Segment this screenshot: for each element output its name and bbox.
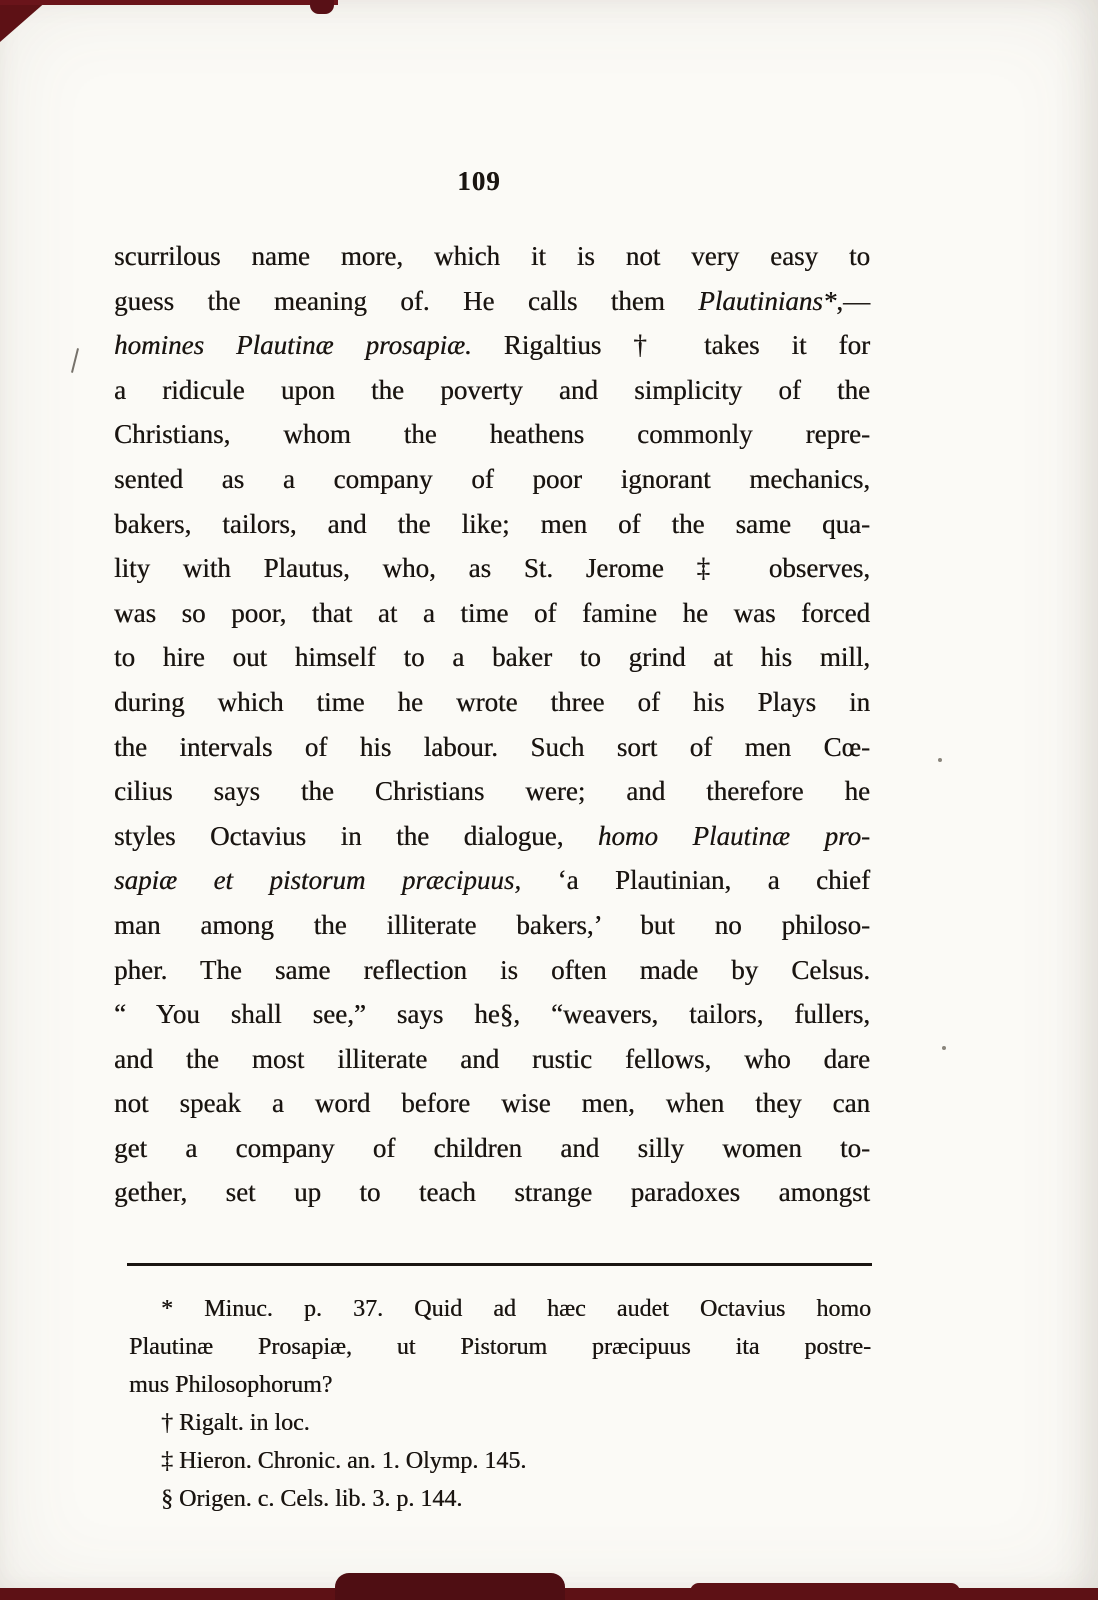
scan-artifact-margin-mark (71, 348, 79, 373)
text-line (114, 635, 870, 680)
text-segment: ‡ Hieron. Chronic. an. 1. Olymp. 145. (161, 1448, 527, 1474)
text-line (129, 1442, 871, 1480)
text-line (114, 680, 870, 725)
text-segment: ,— (836, 285, 870, 316)
text-line (114, 903, 870, 948)
italic-text-segment: homines Plautinæ prosapiæ. (114, 330, 472, 361)
text-segment: Christians, whom the heathens commonly repre- (114, 419, 870, 450)
text-line (129, 1480, 871, 1518)
text-segment: * Minuc. p. 37. Quid ad hæc audet Octavius homo (161, 1296, 871, 1322)
italic-text-segment: homo Plautinæ pro- (597, 820, 870, 851)
text-segment: “ You shall see,” says he§, “weavers, tailors, fullers, (114, 999, 870, 1030)
italic-text-segment: sapiæ et pistorum præcipuus, (114, 865, 522, 896)
text-line (129, 1290, 871, 1328)
text-line (114, 1081, 870, 1126)
text-line (114, 1037, 870, 1082)
text-line (114, 948, 870, 993)
text-segment: not speak a word before wise men, when they can (114, 1088, 870, 1119)
footnotes (129, 1290, 871, 1518)
text-segment: pher. The same reflection is often made by Celsus. (114, 954, 870, 985)
text-segment: was so poor, that at a time of famine he was forced (114, 597, 870, 628)
text-line (114, 502, 870, 547)
text-line (114, 412, 870, 457)
text-segment: cilius says the Christians were; and therefore he (114, 776, 870, 807)
text-segment: § Origen. c. Cels. lib. 3. p. 144. (161, 1486, 463, 1512)
text-line (114, 591, 870, 636)
text-line (114, 546, 870, 591)
text-segment: Rigaltius † takes it for (471, 330, 870, 361)
text-line (114, 279, 870, 324)
text-segment: sented as a company of poor ignorant mechanics, (114, 463, 870, 494)
text-segment: gether, set up to teach strange paradoxes amongst (114, 1177, 870, 1208)
scan-artifact-top-blob (310, 0, 334, 14)
text-line (114, 323, 870, 368)
text-segment: Plautinæ Prosapiæ, ut Pistorum præcipuus ita postre- (129, 1334, 871, 1360)
text-segment: lity with Plautus, who, as St. Jerome ‡ observes, (114, 553, 870, 584)
scan-artifact-bottom-blob (335, 1573, 565, 1600)
text-segment: a ridicule upon the poverty and simplicity of the (114, 374, 870, 405)
text-line (114, 814, 870, 859)
text-line (114, 457, 870, 502)
text-line (114, 368, 870, 413)
text-line (114, 725, 870, 770)
text-segment: and the most illiterate and rustic fellows, who dare (114, 1043, 870, 1074)
scan-artifact-bottom-bump (690, 1583, 960, 1600)
page-number: 109 (457, 166, 501, 196)
text-segment: styles Octavius in the dialogue, (114, 820, 598, 851)
text-segment: get a company of children and silly women to- (114, 1132, 870, 1163)
text-line (129, 1404, 871, 1442)
text-segment: the intervals of his labour. Such sort of men Cœ- (114, 731, 870, 762)
text-line (114, 1126, 870, 1171)
text-segment: during which time he wrote three of his Plays in (114, 686, 870, 717)
text-line (129, 1366, 871, 1404)
scan-artifact-speck (942, 1046, 946, 1050)
footnote-rule (127, 1263, 872, 1266)
text-line (114, 234, 870, 279)
text-segment: bakers, tailors, and the like; men of the same qua- (114, 508, 870, 539)
scan-artifact-top-edge (0, 0, 338, 5)
italic-text-segment: Plautinians* (698, 285, 837, 316)
text-line (114, 858, 870, 903)
text-line (114, 1170, 870, 1215)
text-segment: mus Philosophorum? (129, 1372, 333, 1398)
text-segment: scurrilous name more, which it is not very easy to (114, 241, 870, 271)
text-segment: to hire out himself to a baker to grind at his mill, (114, 642, 870, 673)
text-segment: man among the illiterate bakers,’ but no philoso- (114, 909, 870, 940)
text-line (114, 769, 870, 814)
text-segment: ‘a Plautinian, a chief (521, 865, 870, 896)
text-line (129, 1328, 871, 1366)
text-segment: guess the meaning of. He calls them (114, 285, 699, 316)
text-line (114, 992, 870, 1037)
body-text (114, 234, 870, 1215)
scan-artifact-top-left-corner (0, 0, 48, 42)
scan-artifact-speck (938, 758, 942, 762)
text-segment: † Rigalt. in loc. (161, 1410, 310, 1436)
